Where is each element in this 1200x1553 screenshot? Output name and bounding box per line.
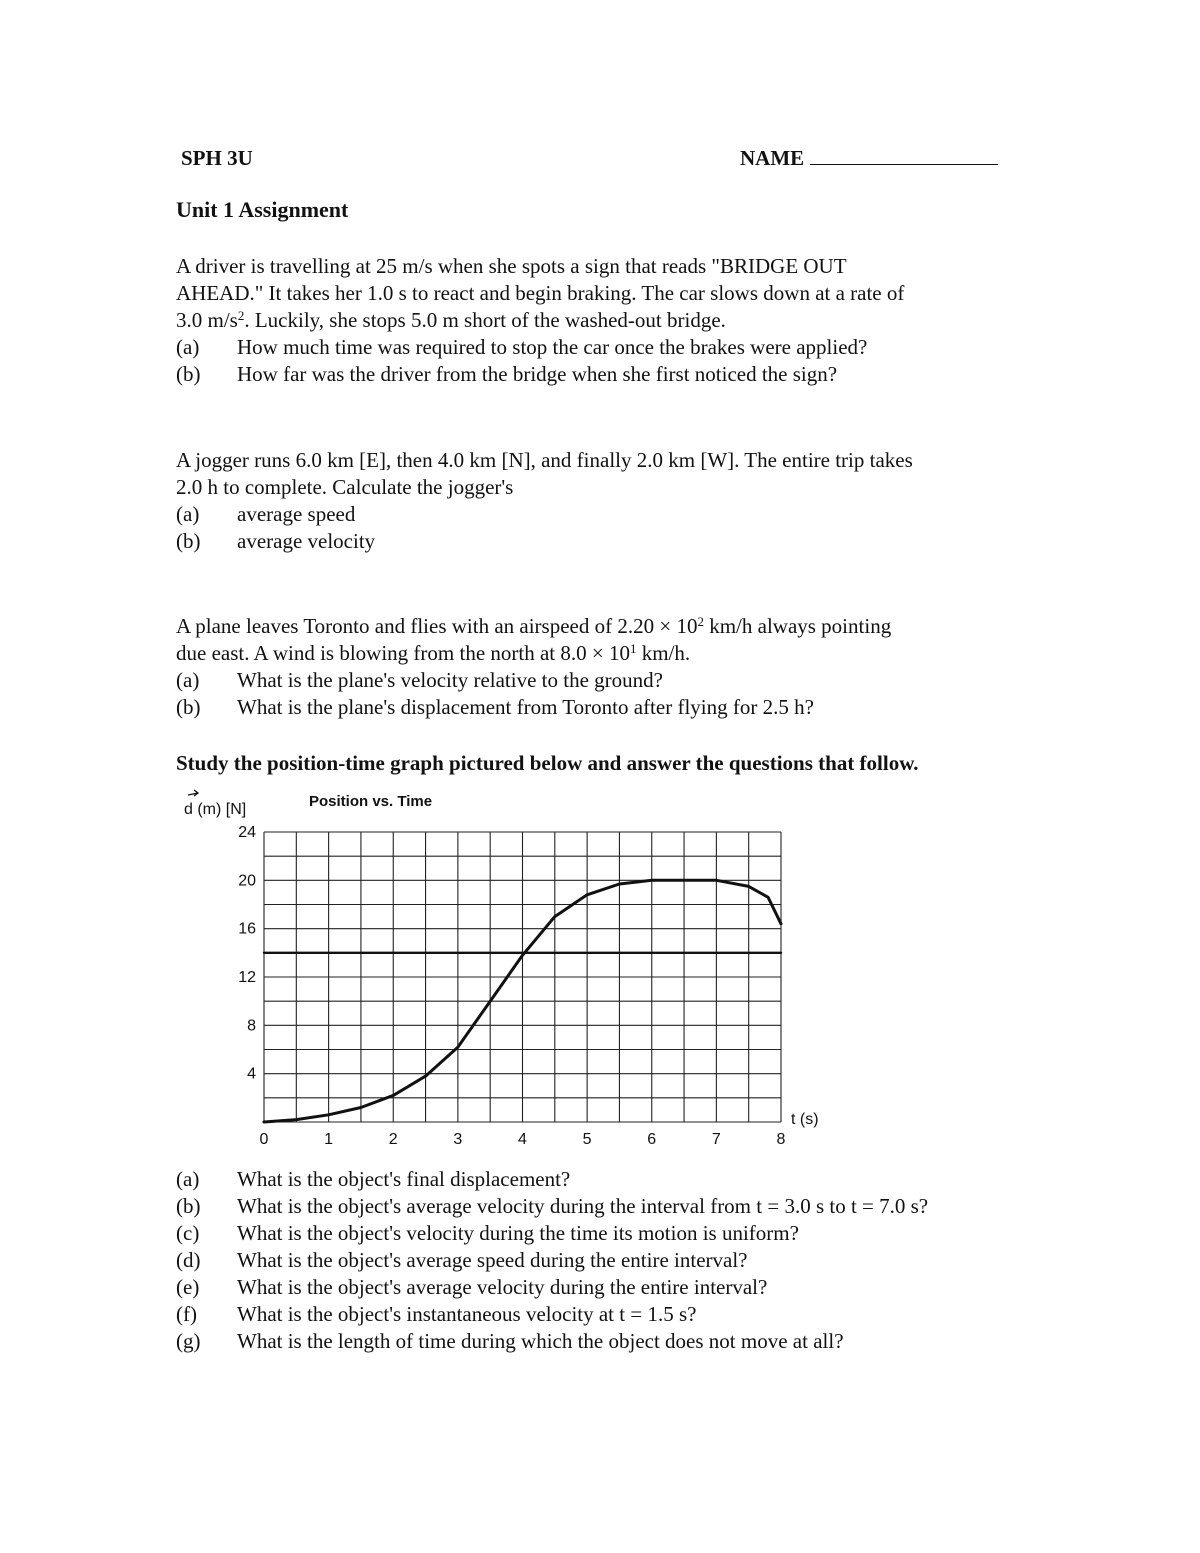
- chart-grid: [264, 832, 781, 1122]
- text-segment: . Luckily, she stops 5.0 m short of the washed-out bridge.: [244, 308, 726, 332]
- x-tick-label: 3: [453, 1131, 463, 1148]
- question-text: average velocity: [237, 529, 376, 553]
- superscript: 1: [629, 641, 637, 656]
- problem-jogger: [176, 447, 1036, 555]
- text-segment: 3.0 m/s: [176, 308, 238, 332]
- question-item: [176, 694, 1036, 721]
- x-tick-label: 0: [259, 1131, 269, 1148]
- question-text: What is the length of time during which the object does not move at all?: [237, 1329, 844, 1353]
- question-label: (a): [176, 502, 200, 526]
- text-segment: km/h always pointing: [703, 614, 892, 638]
- question-item: [176, 1193, 1036, 1220]
- question-item: [176, 334, 1036, 361]
- question-label: (a): [176, 335, 200, 359]
- graph-questions: [176, 1166, 1036, 1355]
- question-label: (c): [176, 1221, 200, 1245]
- name-blank-line: [810, 150, 998, 165]
- question-text: What is the object's instantaneous velocity at t = 1.5 s?: [237, 1302, 697, 1326]
- question-label: (b): [176, 1194, 201, 1218]
- question-item: [176, 501, 1036, 528]
- problem-text-line: A driver is travelling at 25 m/s when she spots a sign that reads "BRIDGE OUT: [176, 254, 847, 278]
- problem-driver: [176, 253, 1036, 388]
- question-label: (b): [176, 529, 201, 553]
- question-text: What is the object's velocity during the time its motion is uniform?: [237, 1221, 799, 1245]
- question-item: [176, 528, 1036, 555]
- question-text: What is the plane's velocity relative to the ground?: [237, 668, 663, 692]
- x-tick-label: 6: [647, 1131, 657, 1148]
- question-label: (g): [176, 1329, 201, 1353]
- question-item: [176, 1220, 1036, 1247]
- text-segment: A plane leaves Toronto and flies with an airspeed of 2.20 × 10: [176, 614, 698, 638]
- question-item: [176, 1328, 1036, 1355]
- question-item: [176, 1166, 1036, 1193]
- question-text: What is the object's average velocity during the entire interval?: [237, 1275, 768, 1299]
- y-tick-label: 12: [238, 969, 256, 986]
- problem-text-line: A jogger runs 6.0 km [E], then 4.0 km [N], and finally 2.0 km [W]. The entire trip takes: [176, 448, 913, 472]
- question-label: (e): [176, 1275, 200, 1299]
- question-label: (b): [176, 695, 201, 719]
- problem-text-line: [176, 613, 1036, 640]
- question-item: [176, 361, 1036, 388]
- x-tick-label: 4: [518, 1131, 527, 1148]
- chart-ticks: [238, 824, 785, 1148]
- vector-arrow-icon: [188, 793, 198, 795]
- question-item: [176, 1301, 1036, 1328]
- x-tick-label: 1: [324, 1131, 334, 1148]
- chart-title: Position vs. Time: [309, 793, 433, 810]
- superscript: 2: [237, 308, 245, 323]
- name-label: NAME: [740, 146, 805, 170]
- question-text: What is the plane's displacement from Toronto after flying for 2.5 h?: [237, 695, 814, 719]
- y-tick-label: 24: [238, 824, 256, 841]
- y-tick-label: 4: [247, 1065, 256, 1083]
- question-label: (b): [176, 362, 201, 386]
- question-item: [176, 1274, 1036, 1301]
- x-tick-label: 8: [776, 1131, 786, 1148]
- problem-text-line: [176, 307, 1036, 334]
- x-tick-label: 7: [711, 1131, 721, 1148]
- graph-instruction: Study the position-time graph pictured below and answer the questions that follow.: [176, 751, 919, 775]
- chart-labels: [184, 790, 819, 1128]
- y-tick-label: 20: [238, 872, 256, 890]
- y-tick-label: 16: [238, 920, 256, 938]
- y-tick-label: 8: [247, 1017, 256, 1035]
- question-text: average speed: [237, 502, 356, 526]
- problem-text-line: 2.0 h to complete. Calculate the jogger's: [176, 475, 514, 499]
- question-text: How much time was required to stop the car once the brakes were applied?: [237, 335, 868, 359]
- page-title: Unit 1 Assignment: [176, 197, 349, 222]
- chart-series: [264, 880, 781, 1122]
- text-segment: km/h.: [636, 641, 691, 665]
- x-axis-label: t (s): [791, 1111, 819, 1128]
- question-item: [176, 667, 1036, 694]
- question-label: (f): [176, 1302, 197, 1326]
- question-item: [176, 1247, 1036, 1274]
- question-label: (a): [176, 1167, 200, 1191]
- question-text: How far was the driver from the bridge when she first noticed the sign?: [237, 362, 838, 386]
- problem-text-line: AHEAD." It takes her 1.0 s to react and begin braking. The car slows down at a rate of: [176, 281, 905, 305]
- position-curve: [264, 880, 781, 1122]
- superscript: 2: [697, 614, 704, 629]
- name-field: [740, 146, 998, 171]
- question-text: What is the object's average velocity during the interval from t = 3.0 s to t = 7.0 s?: [237, 1194, 929, 1218]
- question-label: (a): [176, 668, 200, 692]
- course-code: SPH 3U: [181, 146, 253, 170]
- question-label: (d): [176, 1248, 201, 1272]
- y-axis-label: d (m) [N]: [184, 801, 247, 818]
- text-segment: due east. A wind is blowing from the north at 8.0 × 10: [176, 641, 630, 665]
- arrowhead-icon: [194, 790, 198, 796]
- x-tick-label: 2: [388, 1131, 398, 1148]
- problem-plane: [176, 613, 1036, 721]
- question-text: What is the object's final displacement?: [237, 1167, 571, 1191]
- problem-text-line: [176, 640, 1036, 667]
- x-tick-label: 5: [582, 1131, 592, 1148]
- question-text: What is the object's average speed during the entire interval?: [237, 1248, 748, 1272]
